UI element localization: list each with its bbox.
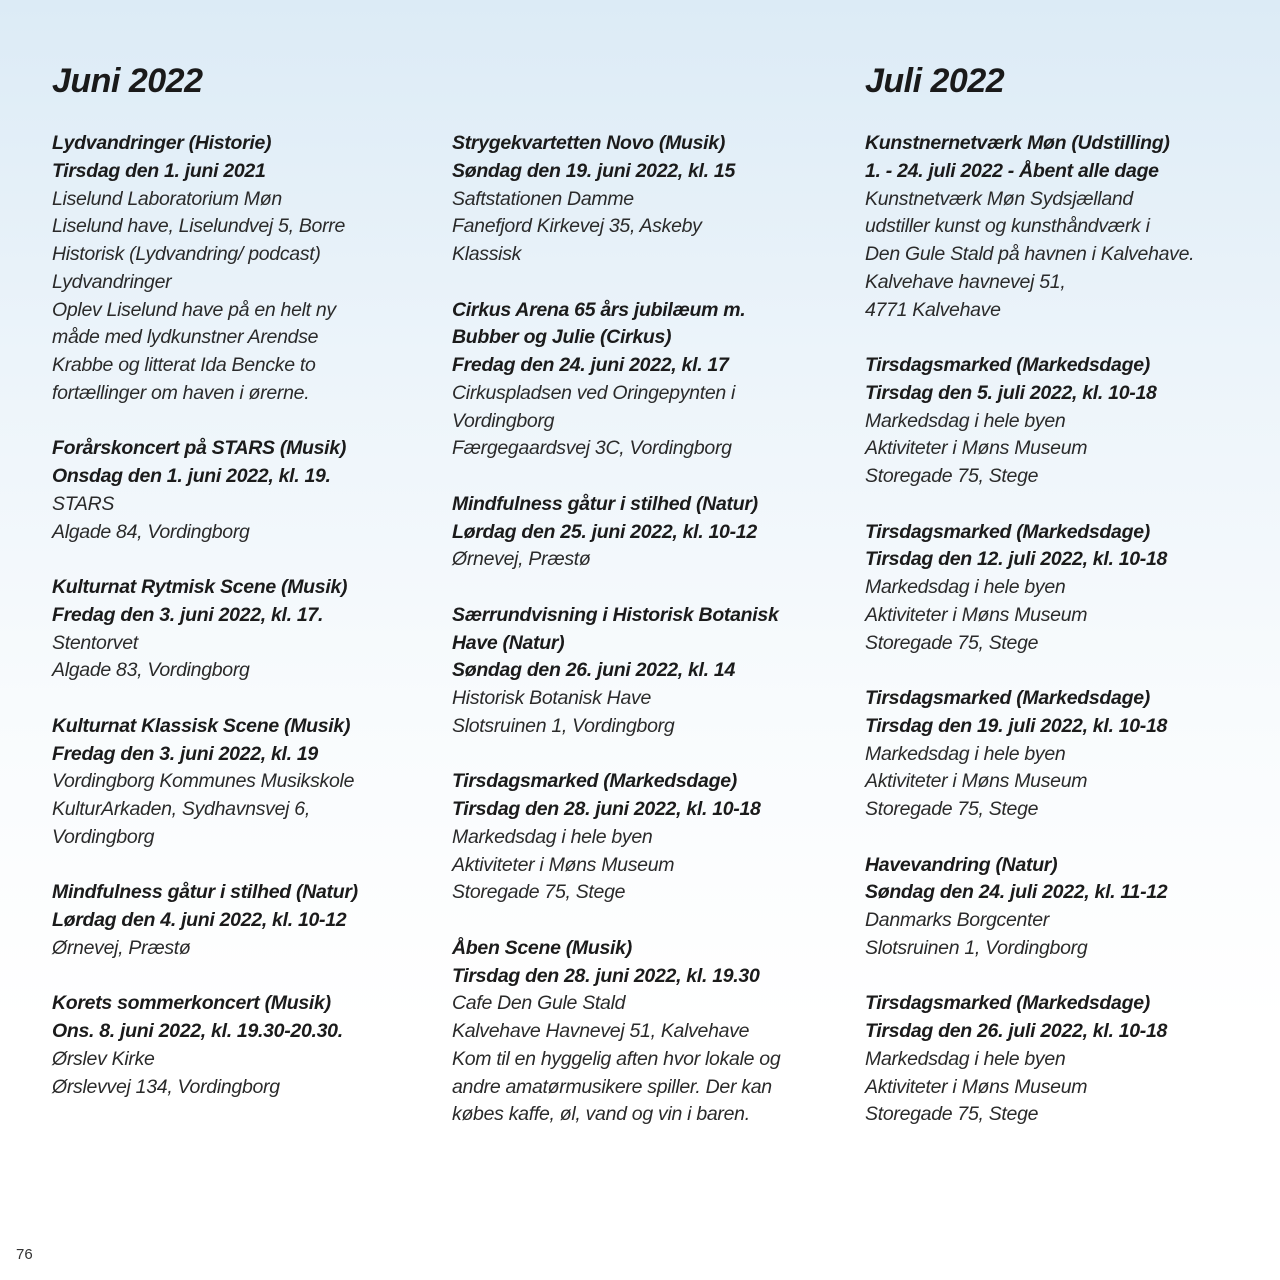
event-detail-line: Slotsruinen 1, Vordingborg: [865, 936, 1088, 959]
event-heading-line: Fredag den 3. juni 2022, kl. 19: [52, 742, 318, 765]
event-detail-line: Liselund have, Liselundvej 5, Borre: [52, 215, 346, 238]
event-detail-line: Markedsdag i hele byen: [865, 1047, 1066, 1070]
event-title: Cirkus Arena 65 års jubilæum m.: [452, 298, 746, 321]
event-title: Tirsdagsmarked (Markedsdage): [865, 520, 1150, 543]
event-entry: [52, 130, 452, 408]
page-number: 76: [16, 1246, 33, 1263]
event-heading-line: Tirsdag den 12. juli 2022, kl. 10-18: [865, 548, 1168, 571]
event-detail-line: Stentorvet: [52, 631, 138, 654]
event-heading-line: Bubber og Julie (Cirkus): [452, 326, 672, 349]
event-detail-line: Vordingborg: [452, 409, 555, 432]
event-title: Tirsdagsmarked (Markedsdage): [865, 687, 1150, 709]
event-heading-line: Fredag den 24. juni 2022, kl. 17: [452, 354, 729, 376]
event-detail-line: Markedsdag i hele byen: [865, 576, 1066, 598]
event-detail-line: Den Gule Stald på havnen i Kalvehave.: [865, 243, 1195, 265]
event-detail-line: Kalvehave Havnevej 51, Kalvehave: [452, 1020, 750, 1042]
event-heading-line: Have (Natur): [452, 631, 565, 654]
event-entry: [865, 130, 1260, 324]
event-detail-line: andre amatørmusikere spiller. Der kan: [452, 1075, 772, 1098]
event-title: Åben Scene (Musik): [452, 936, 632, 959]
event-title: Tirsdagsmarked (Markedsdage): [865, 992, 1150, 1015]
event-entry: [52, 990, 452, 1101]
event-detail-line: Færgegaardsvej 3C, Vordingborg: [452, 437, 732, 460]
event-detail-line: Cirkuspladsen ved Oringepynten i: [452, 381, 736, 404]
event-detail-line: Liselund Laboratorium Møn: [52, 187, 282, 210]
event-heading-line: Ons. 8. juni 2022, kl. 19.30-20.30.: [52, 1020, 343, 1042]
event-detail-line: Kunstnetværk Møn Sydsjælland: [865, 187, 1133, 210]
events-column-1: [52, 130, 452, 1129]
event-detail-line: købes kaffe, øl, vand og vin i baren.: [452, 1103, 750, 1126]
event-entry: [452, 130, 852, 269]
event-detail-line: Ørnevej, Præstø: [452, 548, 591, 571]
event-detail-line: Storegade 75, Stege: [865, 798, 1039, 820]
event-entry: [865, 685, 1260, 824]
event-entry: [452, 768, 852, 907]
event-entry: [865, 990, 1260, 1129]
event-title: Særrundvisning i Historisk Botanisk: [452, 603, 779, 626]
event-title: Mindfulness gåtur i stilhed (Natur): [52, 881, 358, 904]
events-column-3: [865, 130, 1260, 1157]
event-title: Strygekvartetten Novo (Musik): [452, 132, 726, 154]
event-heading-line: Lørdag den 25. juni 2022, kl. 10-12: [452, 520, 757, 543]
event-title: Korets sommerkoncert (Musik): [52, 992, 331, 1015]
event-detail-line: Krabbe og litterat Ida Bencke to: [52, 354, 316, 376]
event-detail-line: Kalvehave havnevej 51,: [865, 270, 1066, 293]
event-detail-line: Klassisk: [452, 243, 522, 265]
event-detail-line: Ørslev Kirke: [52, 1047, 155, 1070]
event-title: Havevandring (Natur): [865, 853, 1058, 876]
event-detail-line: Markedsdag i hele byen: [452, 825, 653, 848]
event-detail-line: Oplev Liselund have på en helt ny: [52, 298, 336, 321]
event-detail-line: Fanefjord Kirkevej 35, Askeby: [452, 215, 702, 238]
event-entry: [452, 602, 852, 741]
event-detail-line: Vordingborg: [52, 825, 155, 848]
event-heading-line: Onsdag den 1. juni 2022, kl. 19.: [52, 465, 331, 487]
event-entry: [452, 491, 852, 574]
event-heading-line: Tirsdag den 28. juni 2022, kl. 10-18: [452, 798, 761, 820]
event-title: Tirsdagsmarked (Markedsdage): [452, 770, 737, 793]
event-entry: [865, 852, 1260, 963]
event-title: Kulturnat Klassisk Scene (Musik): [52, 714, 351, 737]
event-detail-line: Storegade 75, Stege: [865, 1103, 1039, 1126]
event-detail-line: Aktiviteter i Møns Museum: [865, 437, 1088, 460]
event-heading-line: Søndag den 26. juni 2022, kl. 14: [452, 659, 736, 682]
event-entry: [865, 519, 1260, 658]
event-detail-line: Storegade 75, Stege: [865, 465, 1039, 487]
event-detail-line: 4771 Kalvehave: [865, 298, 1001, 321]
event-detail-line: udstiller kunst og kunsthåndværk i: [865, 215, 1150, 238]
event-title: Kulturnat Rytmisk Scene (Musik): [52, 576, 348, 598]
event-detail-line: Aktiviteter i Møns Museum: [452, 853, 675, 876]
event-detail-line: Vordingborg Kommunes Musikskole: [52, 770, 355, 793]
event-entry: [52, 713, 452, 852]
event-detail-line: Ørslevvej 134, Vordingborg: [52, 1075, 280, 1098]
event-detail-line: Storegade 75, Stege: [865, 631, 1039, 654]
event-detail-line: Historisk Botanisk Have: [452, 687, 652, 709]
event-entry: [865, 352, 1260, 491]
event-entry: [452, 297, 852, 464]
event-detail-line: Aktiviteter i Møns Museum: [865, 770, 1088, 793]
event-detail-line: Markedsdag i hele byen: [865, 742, 1066, 765]
event-detail-line: Markedsdag i hele byen: [865, 409, 1066, 432]
event-heading-line: Fredag den 3. juni 2022, kl. 17.: [52, 603, 324, 626]
month-title-june: Juni 2022: [52, 62, 203, 100]
event-entry: [52, 879, 452, 962]
event-title: Forårskoncert på STARS (Musik): [52, 437, 347, 460]
event-entry: [52, 574, 452, 685]
event-heading-line: Tirsdag den 28. juni 2022, kl. 19.30: [452, 964, 760, 987]
month-title-july: Juli 2022: [865, 62, 1005, 100]
event-detail-line: Algade 83, Vordingborg: [52, 659, 250, 682]
event-entry: [52, 435, 452, 546]
event-heading-line: Tirsdag den 1. juni 2021: [52, 159, 266, 182]
event-detail-line: Aktiviteter i Møns Museum: [865, 603, 1088, 626]
event-detail-line: Danmarks Borgcenter: [865, 909, 1049, 931]
event-detail-line: Cafe Den Gule Stald: [452, 992, 626, 1015]
event-heading-line: Tirsdag den 19. juli 2022, kl. 10-18: [865, 714, 1168, 737]
event-heading-line: 1. - 24. juli 2022 - Åbent alle dage: [865, 159, 1159, 182]
event-heading-line: Søndag den 19. juni 2022, kl. 15: [452, 159, 736, 182]
event-detail-line: Ørnevej, Præstø: [52, 936, 191, 959]
event-detail-line: Aktiviteter i Møns Museum: [865, 1075, 1088, 1098]
event-detail-line: Storegade 75, Stege: [452, 881, 626, 904]
event-detail-line: Slotsruinen 1, Vordingborg: [452, 714, 675, 737]
event-heading-line: Søndag den 24. juli 2022, kl. 11-12: [865, 881, 1168, 904]
event-title: Tirsdagsmarked (Markedsdage): [865, 354, 1150, 376]
event-detail-line: KulturArkaden, Sydhavnsvej 6,: [52, 798, 310, 820]
event-entry: [452, 935, 852, 1129]
event-detail-line: STARS: [52, 492, 115, 515]
event-detail-line: Saftstationen Damme: [452, 187, 634, 210]
event-heading-line: Tirsdag den 26. juli 2022, kl. 10-18: [865, 1020, 1168, 1042]
event-detail-line: Historisk (Lydvandring/ podcast): [52, 243, 321, 265]
event-title: Kunstnernetværk Møn (Udstilling): [865, 132, 1170, 154]
event-detail-line: fortællinger om haven i ørerne.: [52, 381, 310, 404]
event-detail-line: måde med lydkunstner Arendse: [52, 326, 319, 349]
event-detail-line: Algade 84, Vordingborg: [52, 520, 250, 543]
event-title: Mindfulness gåtur i stilhed (Natur): [452, 492, 758, 515]
event-detail-line: Kom til en hyggelig aften hvor lokale og: [452, 1047, 781, 1070]
event-detail-line: Lydvandringer: [52, 270, 172, 293]
events-column-2: [452, 130, 852, 1157]
event-title: Lydvandringer (Historie): [52, 132, 272, 154]
event-heading-line: Tirsdag den 5. juli 2022, kl. 10-18: [865, 381, 1157, 404]
event-heading-line: Lørdag den 4. juni 2022, kl. 10-12: [52, 909, 347, 931]
